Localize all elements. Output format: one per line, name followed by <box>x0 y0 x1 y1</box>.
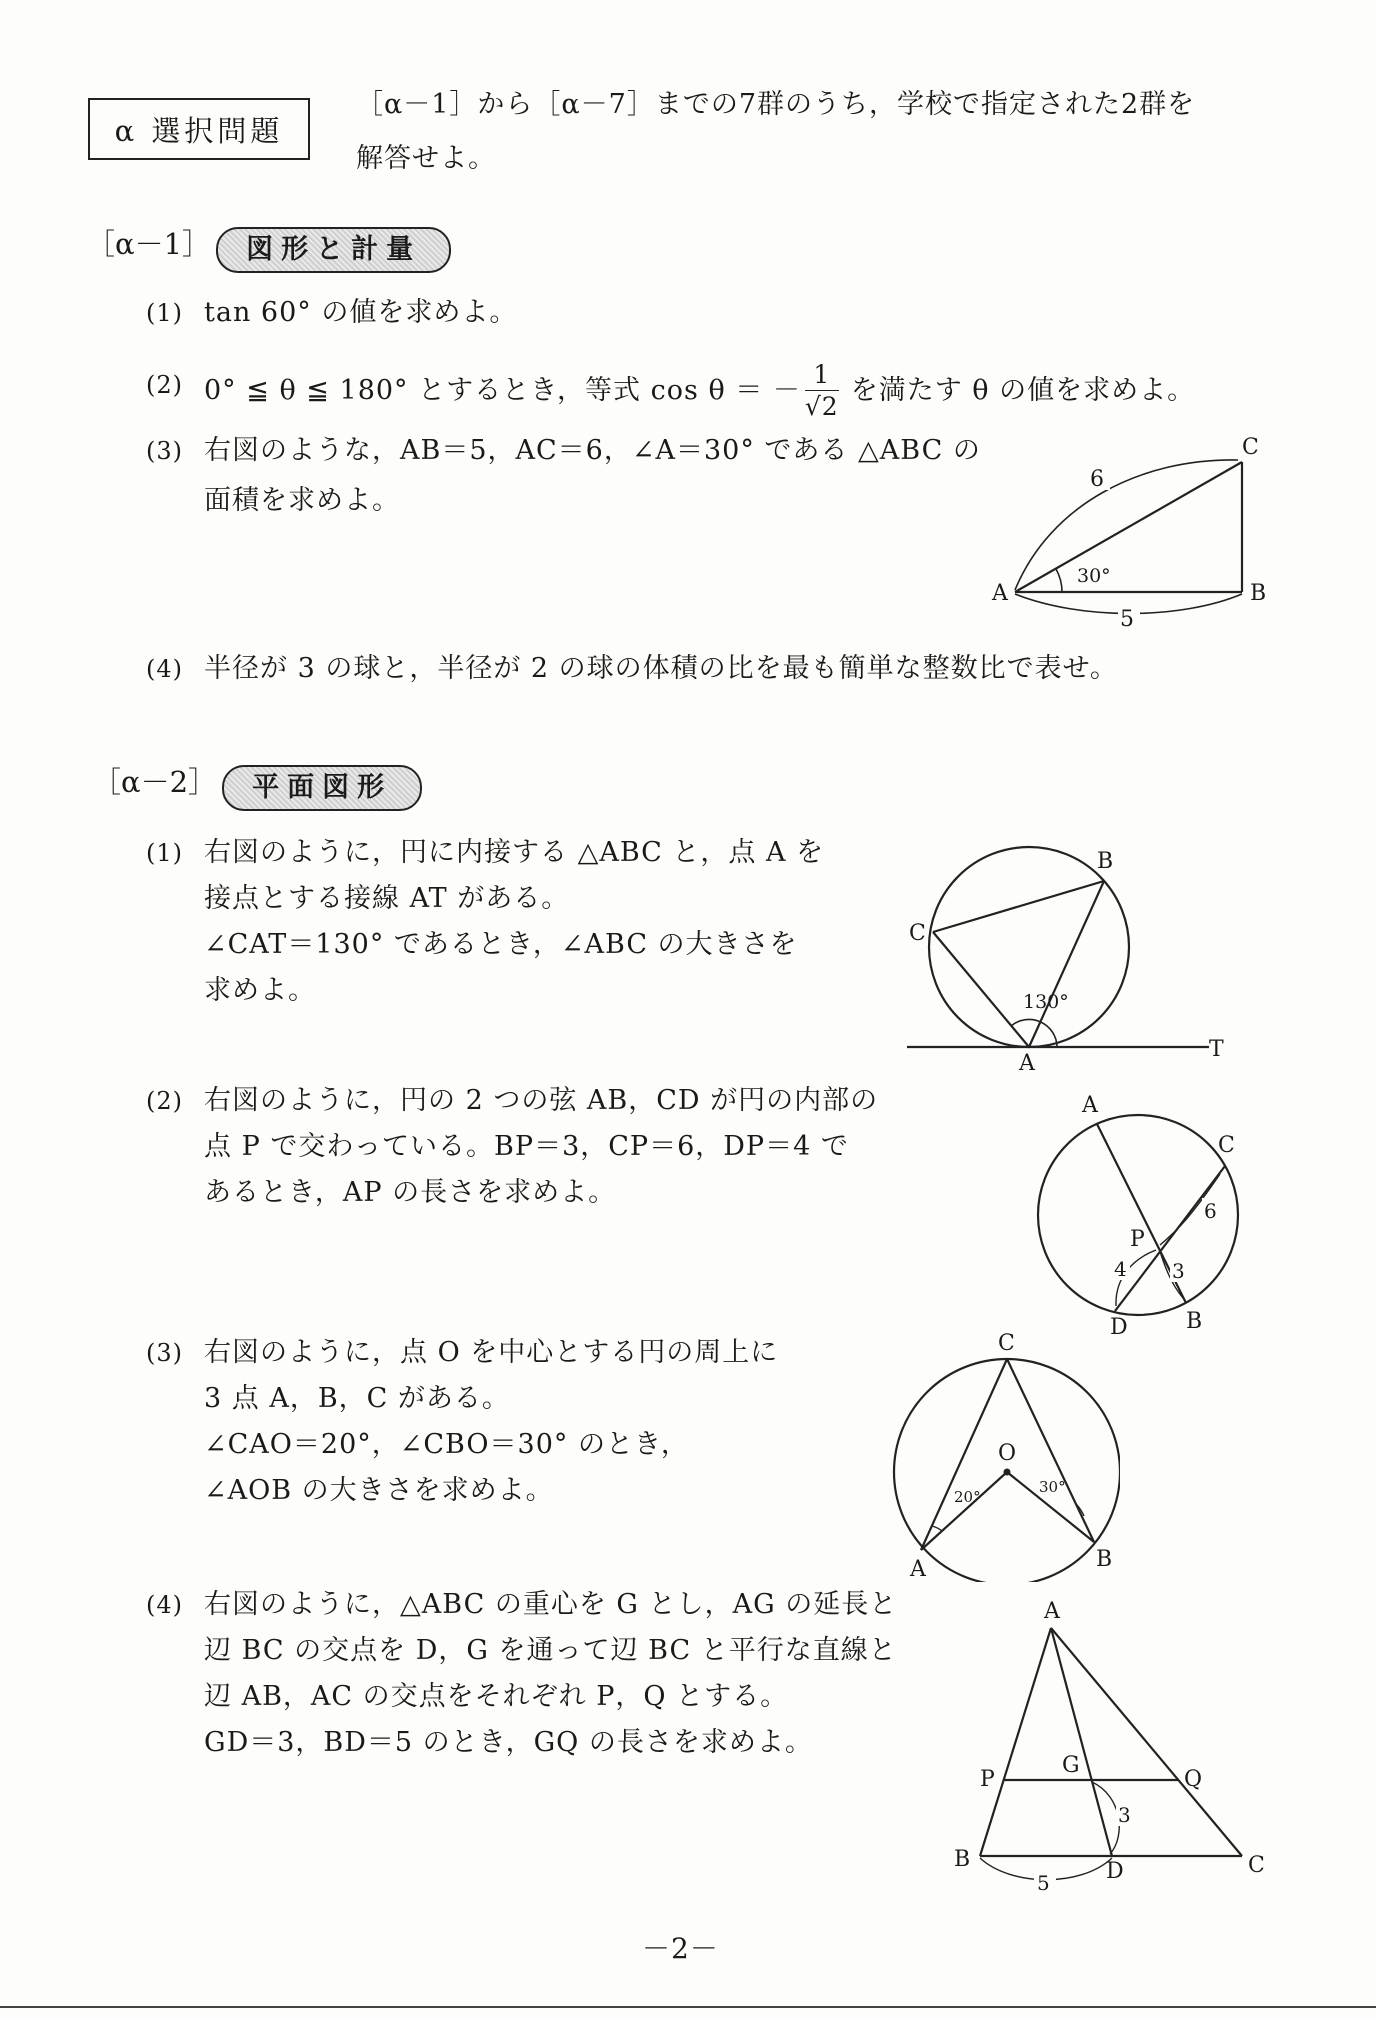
s2-q4-line-3: 辺 AB，AC の交点をそれぞれ P，Q とする。 <box>204 1681 789 1712</box>
s2-q1-label-a: A <box>1019 1051 1035 1072</box>
s1-q2-number: (2) <box>146 371 183 399</box>
s2-q1-line-3: ∠CAT＝130° であるとき，∠ABC の大きさを <box>204 929 798 960</box>
s1-q3-label-c: C <box>1242 435 1259 460</box>
s2-q4-label-g: G <box>1062 1753 1080 1778</box>
s2-q1-label-t: T <box>1209 1037 1224 1062</box>
s1-q2-fraction-denominator: √2 <box>804 392 839 421</box>
s2-q1-line-1: 右図のように，円に内接する △ABC と，点 A を <box>204 837 825 868</box>
s2-q3-line-2: 3 点 A，B，C がある。 <box>204 1383 510 1414</box>
s2-q3-number: (3) <box>146 1339 183 1367</box>
s2-q4-label-c: C <box>1248 1853 1265 1878</box>
s2-q4-label-bd: 5 <box>1037 1871 1050 1895</box>
s2-q2-label-bp: 3 <box>1172 1259 1185 1283</box>
s2-q3-line-4: ∠AOB の大きさを求めよ。 <box>204 1475 554 1506</box>
s2-q3-label-a: A <box>910 1557 926 1582</box>
s2-q3-line-3: ∠CAO＝20°，∠CBO＝30° のとき， <box>204 1429 689 1460</box>
s1-q4-text: 半径が 3 の球と，半径が 2 の球の体積の比を最も簡単な整数比で表せ。 <box>204 653 1118 684</box>
s2-q3-label-b: B <box>1096 1547 1113 1572</box>
s2-q3-label-o: O <box>998 1441 1017 1466</box>
section-1-label: ［α－1］ <box>86 227 212 261</box>
s1-q3-label-ac: 6 <box>1090 467 1104 492</box>
s2-q2-label-p: P <box>1130 1227 1145 1252</box>
page-number: －2－ <box>642 1932 719 1965</box>
s2-q2-number: (2) <box>146 1087 183 1115</box>
s1-q2-text-before: 0° ≦ θ ≦ 180° とするとき，等式 cos θ ＝ － <box>204 374 801 406</box>
s2-q4-label-p: P <box>980 1767 995 1792</box>
s2-q4-label-q: Q <box>1184 1767 1203 1792</box>
s1-q3-label-b: B <box>1250 581 1267 606</box>
section-2-heading <box>92 760 422 811</box>
s1-q3-number: (3) <box>146 437 183 465</box>
s2-q4-line-4: GD＝3，BD＝5 のとき，GQ の長さを求めよ。 <box>204 1727 813 1758</box>
section-2-label: ［α－2］ <box>92 765 218 799</box>
selection-problem-box <box>88 98 310 160</box>
s2-q2-label-c: C <box>1218 1133 1235 1158</box>
s2-q4-line-1: 右図のように，△ABC の重心を G とし，AG の延長と <box>204 1589 898 1620</box>
s1-q3-line-1: 右図のような，AB＝5，AC＝6，∠A＝30° である △ABC の <box>204 435 981 466</box>
s2-q4-label-b: B <box>954 1847 971 1872</box>
s2-q2-chords-figure <box>1020 1090 1260 1340</box>
s2-q1-label-c: C <box>909 921 926 946</box>
s2-q4-number: (4) <box>146 1591 183 1619</box>
s1-q2-text <box>204 362 1195 419</box>
s1-q3-label-a: A <box>992 581 1008 606</box>
section-2-topic-pill: 平面図形 <box>222 765 422 811</box>
s1-q3-line-2: 面積を求めよ。 <box>204 485 400 516</box>
s2-q4-label-a: A <box>1044 1599 1060 1624</box>
s1-q4-number: (4) <box>146 655 183 683</box>
s1-q2-fraction <box>805 362 839 419</box>
s1-q2-text-after: を満たす θ の値を求めよ。 <box>850 374 1196 406</box>
s2-q1-line-4: 求めよ。 <box>204 975 316 1006</box>
s2-q3-label-c: C <box>998 1332 1015 1356</box>
s2-q1-number: (1) <box>146 839 183 867</box>
section-1-topic-pill: 図形と計量 <box>216 227 451 273</box>
s2-q4-line-2: 辺 BC の交点を D，G を通って辺 BC と平行な直線と <box>204 1635 897 1666</box>
s2-q2-label-b: B <box>1186 1309 1203 1334</box>
s2-q2-label-cp: 6 <box>1204 1199 1217 1223</box>
s2-q1-label-b: B <box>1097 849 1114 874</box>
instruction-line-2: 解答せよ。 <box>356 143 496 174</box>
s2-q1-line-2: 接点とする接線 AT がある。 <box>204 883 570 914</box>
s1-q2-fraction-numerator: 1 <box>805 362 839 391</box>
s2-q1-label-angle: 130° <box>1023 991 1069 1013</box>
bottom-rule <box>0 2006 1376 2008</box>
s2-q2-line-2: 点 P で交わっている。BP＝3，CP＝6，DP＝4 で <box>204 1131 849 1162</box>
s1-q3-label-ab: 5 <box>1120 607 1134 632</box>
s2-q3-label-angle-b: 30° <box>1039 1478 1066 1496</box>
s2-q2-label-dp: 4 <box>1114 1257 1127 1281</box>
selection-problem-label: α 選択問題 <box>114 113 284 148</box>
s2-q3-line-1: 右図のように，点 O を中心とする円の周上に <box>204 1337 779 1368</box>
section-1-heading <box>86 222 451 273</box>
s2-q4-label-gd: 3 <box>1118 1803 1131 1827</box>
s2-q2-label-d: D <box>1110 1315 1128 1340</box>
s2-q2-label-a: A <box>1082 1093 1098 1118</box>
s2-q3-label-angle-a: 20° <box>954 1488 981 1506</box>
s2-q1-tangent-figure <box>895 840 1235 1072</box>
s1-q1-number: (1) <box>146 299 183 327</box>
s2-q3-center-figure <box>880 1332 1120 1582</box>
s2-q2-line-1: 右図のように，円の 2 つの弦 AB，CD が円の内部の <box>204 1085 879 1116</box>
s1-q3-triangle-figure <box>980 430 1280 640</box>
s2-q4-centroid-figure <box>940 1596 1280 1906</box>
s1-q1-text: tan 60° の値を求めよ。 <box>204 297 518 328</box>
s2-q4-label-d: D <box>1106 1859 1124 1884</box>
s1-q3-label-angle: 30° <box>1077 565 1111 587</box>
instruction-line-1: ［α－1］から［α－7］までの7群のうち，学校で指定された2群を <box>356 89 1196 120</box>
s2-q2-line-3: あるとき，AP の長さを求めよ。 <box>204 1177 617 1208</box>
